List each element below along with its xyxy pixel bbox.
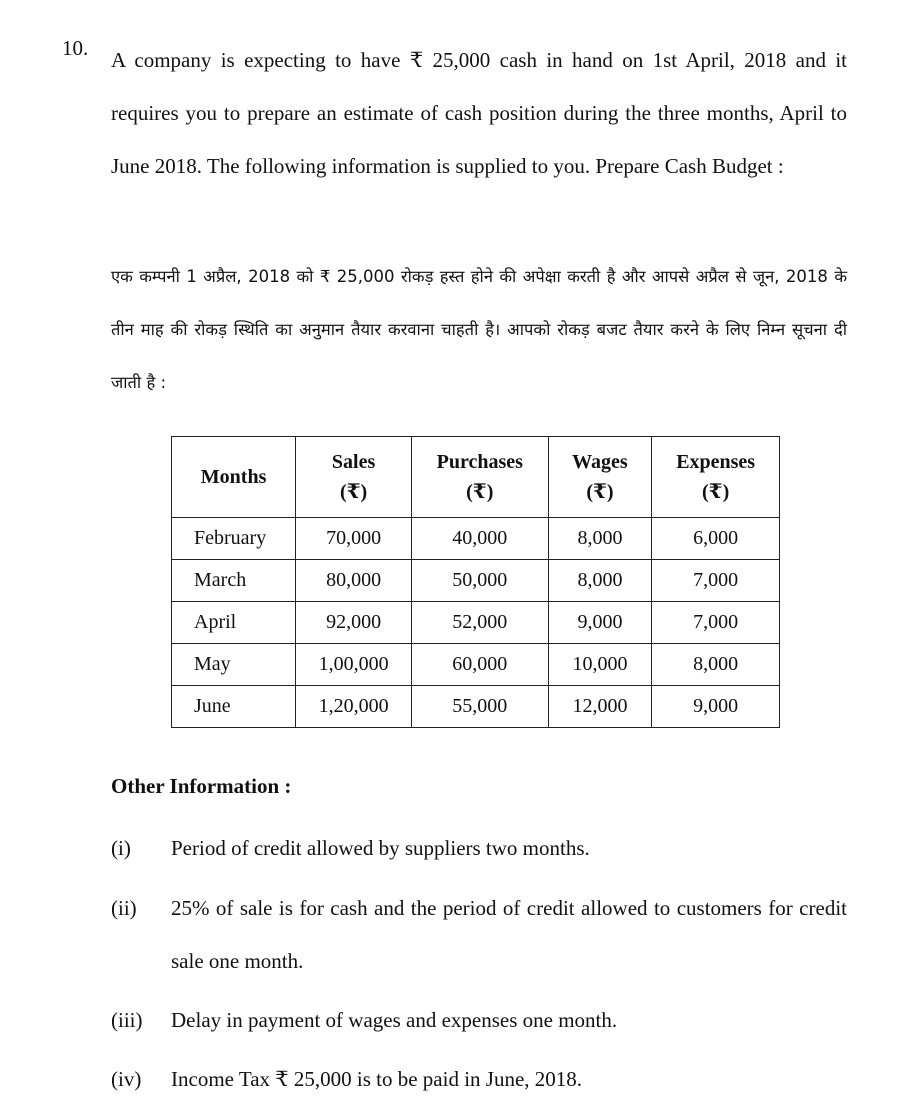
cell-purchases: 52,000 — [411, 602, 548, 644]
cell-sales: 1,00,000 — [296, 644, 412, 686]
info-text: Period of credit allowed by suppliers two months. — [171, 836, 590, 860]
header-label: Expenses — [676, 451, 756, 473]
cell-wages: 12,000 — [548, 686, 652, 728]
cell-expenses: 7,000 — [652, 602, 780, 644]
header-wages — [548, 437, 652, 518]
header-unit: (₹) — [339, 481, 368, 503]
cell-sales: 80,000 — [296, 560, 412, 602]
header-label: Months — [200, 466, 267, 488]
cell-month: February — [172, 518, 296, 560]
header-sales — [296, 437, 412, 518]
info-text: Delay in payment of wages and expenses one month. — [171, 1008, 618, 1032]
info-item — [111, 1053, 847, 1106]
info-item — [111, 822, 847, 875]
header-unit: (₹) — [466, 481, 494, 503]
header-purchases — [411, 437, 548, 518]
header-label: Sales — [331, 451, 376, 473]
cell-expenses: 7,000 — [652, 560, 780, 602]
cell-month: March — [172, 560, 296, 602]
header-unit: (₹) — [702, 481, 730, 503]
table-row — [172, 602, 780, 644]
cell-wages: 8,000 — [548, 560, 652, 602]
table-row — [172, 644, 780, 686]
cell-month: May — [172, 644, 296, 686]
cell-purchases: 40,000 — [411, 518, 548, 560]
question-text-hindi: एक कम्पनी 1 अप्रैल, 2018 को ₹ 25,000 रोकड़ हस्त होने की अपेक्षा करती है और आपसे अप्रैल से जून, 2018 के तीन माह की रोकड़ स्थिति का अनुमान तैयार करवाना चाहती है। आपको रोकड़ बजट तैयार करने के लिए निम्न सूचना दी जाती है : — [111, 267, 847, 392]
other-information-heading: Other Information : — [111, 774, 292, 798]
cell-wages: 8,000 — [548, 518, 652, 560]
cell-month: June — [172, 686, 296, 728]
cell-month: April — [172, 602, 296, 644]
header-months — [172, 437, 296, 518]
header-expenses — [652, 437, 780, 518]
info-text: Income Tax ₹ 25,000 is to be paid in June, 2018. — [171, 1067, 583, 1091]
header-unit: (₹) — [586, 481, 614, 503]
info-item — [111, 882, 847, 988]
question-number: 10. — [62, 36, 89, 60]
cell-expenses: 6,000 — [652, 518, 780, 560]
cell-wages: 9,000 — [548, 602, 652, 644]
info-marker: (ii) — [111, 896, 137, 920]
info-text: 25% of sale is for cash and the period of credit allowed to customers for credit sale one month. — [171, 896, 847, 973]
cell-wages: 10,000 — [548, 644, 652, 686]
cell-sales: 92,000 — [296, 602, 412, 644]
info-item — [111, 994, 847, 1047]
info-marker: (iv) — [111, 1067, 142, 1091]
table-row — [172, 686, 780, 728]
table-header-row — [172, 437, 780, 518]
cell-expenses: 9,000 — [652, 686, 780, 728]
header-label: Purchases — [436, 451, 523, 473]
cell-purchases: 55,000 — [411, 686, 548, 728]
info-marker: (i) — [111, 836, 131, 860]
cell-sales: 1,20,000 — [296, 686, 412, 728]
cell-purchases: 50,000 — [411, 560, 548, 602]
cell-purchases: 60,000 — [411, 644, 548, 686]
cell-sales: 70,000 — [296, 518, 412, 560]
table-row — [172, 560, 780, 602]
question-text-english: A company is expecting to have ₹ 25,000 cash in hand on 1st April, 2018 and it requires you to prepare an estimate of cash position during the three months, April to June 2018. The following information is supplied to you. Prepare Cash Budget : — [111, 48, 847, 178]
cash-data-table — [171, 436, 780, 728]
cell-expenses: 8,000 — [652, 644, 780, 686]
header-label: Wages — [572, 451, 628, 473]
table-row — [172, 518, 780, 560]
info-marker: (iii) — [111, 1008, 143, 1032]
